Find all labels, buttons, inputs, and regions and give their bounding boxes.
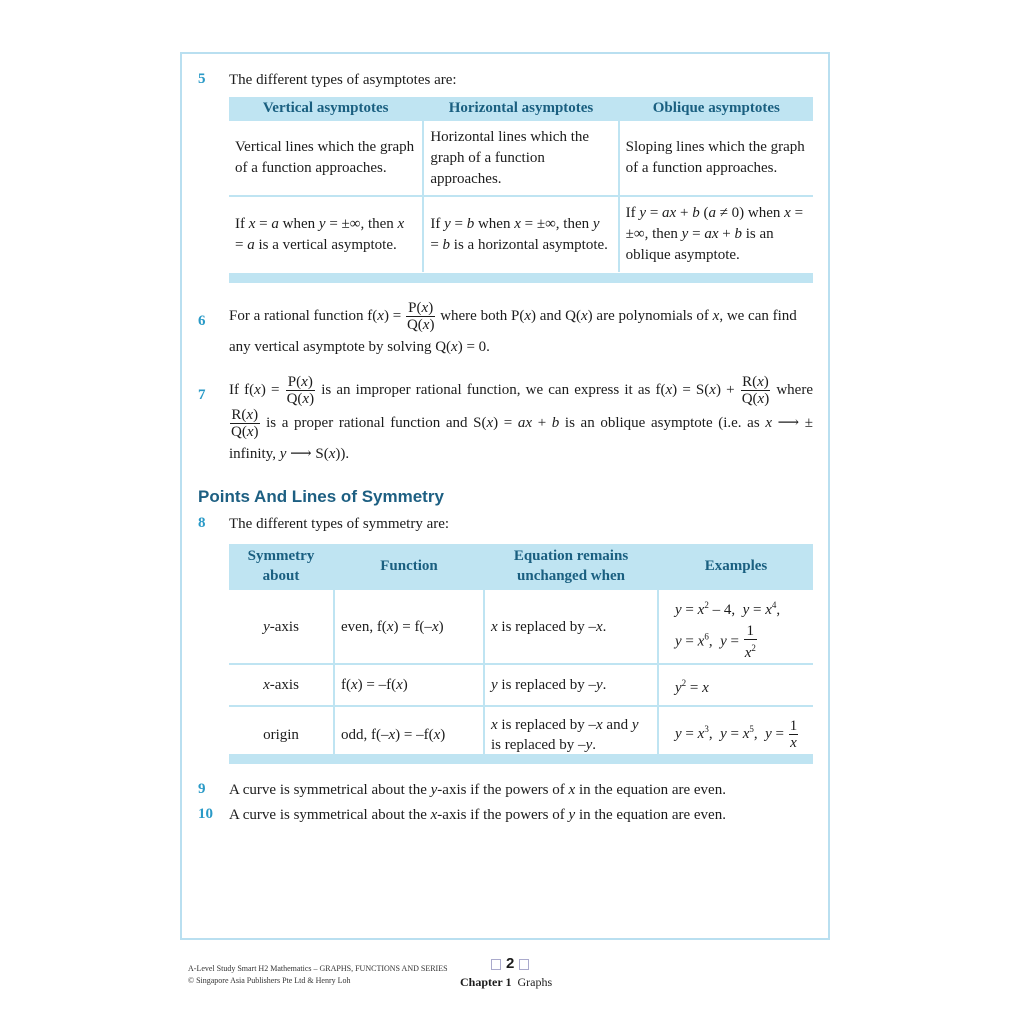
def-oblique: Sloping lines which the graph of a function approaches.: [619, 120, 813, 196]
item-number-6: 6: [198, 313, 206, 329]
row-x-axis-function: f(x) = –f(x): [334, 664, 484, 706]
chapter-label: Chapter 1 Graphs: [460, 975, 553, 989]
item-number-7: 7: [198, 387, 206, 403]
box-icon: [491, 959, 501, 970]
def-horizontal: Horizontal lines which the graph of a function approaches.: [423, 120, 618, 196]
item-8-text: The different types of symmetry are:: [229, 516, 450, 532]
row-origin-function: odd, f(–x) = –f(x): [334, 706, 484, 762]
header-horizontal: Horizontal asymptotes: [423, 97, 618, 120]
row-y-axis-examples: $y = x^2 - 4$, $y = x^4$, $y = x^6$, y = $\frac{1}{x^2}$: [658, 589, 813, 664]
row-origin-examples: $y = x^3$, $y = x^5$, y = $\frac{1}{x}$: [658, 706, 813, 762]
rule-vertical: If x = a when y = ±∞, then x = a is a vertical asymptote.: [229, 196, 423, 272]
item-number-8: 8: [198, 515, 206, 531]
row-y-axis-about: y-axis: [229, 589, 334, 664]
fraction-p-over-q: $\frac{P(x)}{Q(x)}$: [406, 300, 435, 333]
box-icon: [519, 959, 529, 970]
row-origin-about: origin: [229, 706, 334, 762]
table-footer-bar: [229, 273, 813, 283]
item-number-10: 10: [198, 806, 213, 822]
row-origin-condition: x is replaced by –x and y is replaced by –y.: [484, 706, 658, 762]
item-9-text: A curve is symmetrical about the y-axis if the powers of x in the equation are even.: [229, 782, 726, 798]
row-x-axis-condition: y is replaced by –y.: [484, 664, 658, 706]
item-number-9: 9: [198, 781, 206, 797]
book-title: A-Level Study Smart H2 Mathematics – GRAPHS, FUNCTIONS AND SERIES: [188, 964, 448, 973]
row-y-axis-condition: x is replaced by –x.: [484, 589, 658, 664]
item-6-text: For a rational function f(x) = $\frac{P(x)}{Q(x)}$ where both P(x) and Q(x) are polynomials of x, we can find any vertical asymptote by solving Q(x) = 0.: [229, 300, 797, 355]
item-10-text: A curve is symmetrical about the x-axis if the powers of y in the equation are even.: [229, 807, 726, 823]
header-function: Function: [334, 544, 484, 589]
def-vertical: Vertical lines which the graph of a function approaches.: [229, 120, 423, 196]
row-y-axis-function: even, f(x) = f(–x): [334, 589, 484, 664]
header-oblique: Oblique asymptotes: [619, 97, 813, 120]
header-vertical: Vertical asymptotes: [229, 97, 423, 120]
section-heading: Points And Lines of Symmetry: [198, 487, 444, 506]
row-x-axis-examples: $y^2 = x$: [658, 664, 813, 706]
header-examples: Examples: [658, 544, 813, 589]
copyright: © Singapore Asia Publishers Pte Ltd & Henry Loh: [188, 976, 351, 985]
page-number: 2: [486, 955, 534, 972]
item-number-5: 5: [198, 71, 206, 87]
item-5-text: The different types of asymptotes are:: [229, 72, 457, 88]
item-7-text: If f(x) = $\frac{P(x)}{Q(x)}$ is an improper rational function, we can express it as f(x) = S(x) + $\frac{R(x)}{Q(x)}$ where $\frac{R(x)}{Q(x)}$ is a proper rational function and S(x) = ax + b is an oblique asymptote (i.e. as x ⟶ ± infinity, y ⟶ S(x)).: [229, 374, 813, 462]
header-symmetry-about: Symmetry about: [229, 544, 334, 589]
footer-credits: [188, 963, 448, 987]
rule-horizontal: If y = b when x = ±∞, then y = b is a horizontal asymptote.: [423, 196, 618, 272]
asymptotes-table: [229, 97, 813, 272]
header-equation-unchanged: Equation remains unchanged when: [484, 544, 658, 589]
table-footer-bar: [229, 754, 813, 764]
row-x-axis-about: x-axis: [229, 664, 334, 706]
symmetry-table: [229, 544, 813, 762]
rule-oblique: If y = ax + b (a ≠ 0) when x = ±∞, then y = ax + b is an oblique asymptote.: [619, 196, 813, 272]
